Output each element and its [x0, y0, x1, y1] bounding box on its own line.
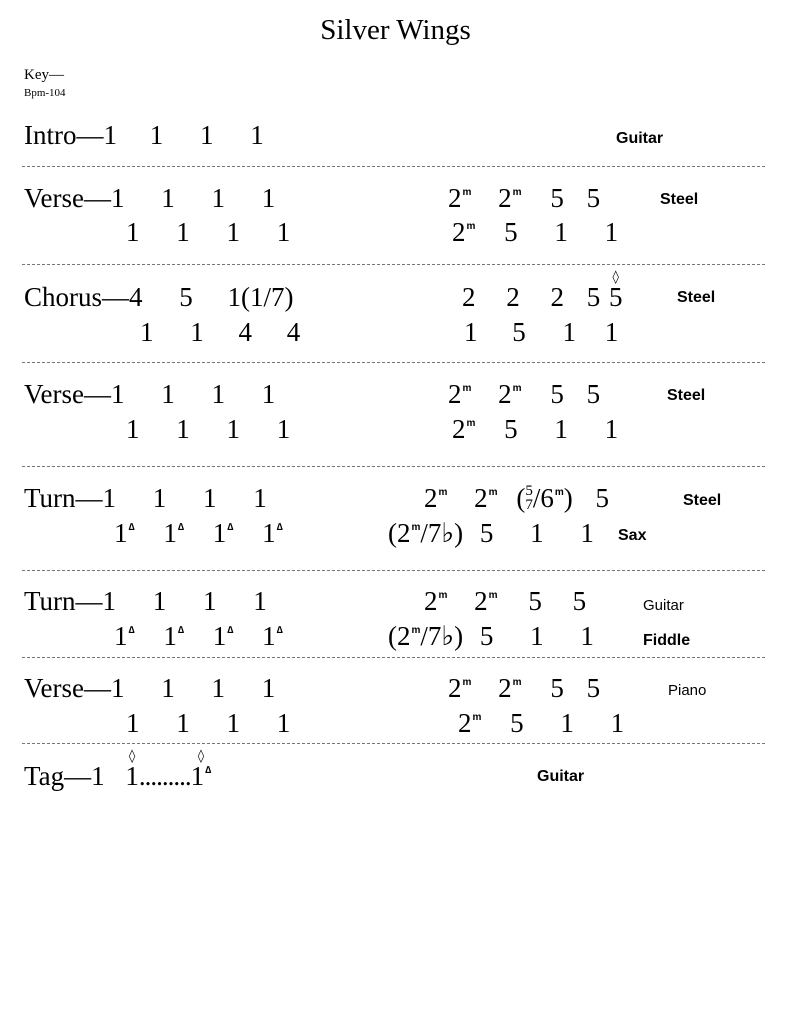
- chord-number: 1: [152, 586, 167, 616]
- chord-number: 2$^m$: [498, 183, 522, 213]
- turn-line-2-right: [388, 623, 594, 650]
- slash-chord: ( 5 7 /6$^m$): [516, 482, 573, 513]
- chord-number: 1: [464, 317, 478, 347]
- minor-mark: m: [462, 187, 472, 198]
- hold-dots: .........: [138, 761, 191, 791]
- chord-number: 1: [152, 483, 167, 513]
- chord-number: 5: [595, 483, 609, 513]
- bpm-label: Bpm-104: [24, 87, 66, 99]
- major-mark: ∆: [177, 625, 184, 636]
- chord-number: 2$^m$: [474, 586, 498, 616]
- minor-mark: m: [466, 418, 476, 429]
- turn-line-2-right: [388, 520, 594, 547]
- chord-number: 1: [610, 708, 625, 738]
- major-mark: ∆: [177, 522, 184, 533]
- instrument-label: Guitar: [537, 768, 585, 785]
- verse-line-1-right: [448, 381, 600, 408]
- chord-number: 1∆: [262, 518, 283, 548]
- chord-number: 1: [261, 673, 276, 703]
- turn-line-2: [114, 520, 283, 547]
- chord-number: ◊ 1: [125, 749, 139, 791]
- chord-number: 1∆: [114, 621, 135, 651]
- chord-number: 1: [580, 518, 594, 548]
- turn-line-1: [24, 485, 267, 512]
- chord-number: 1: [176, 708, 190, 738]
- chorus-line-2: [140, 319, 300, 346]
- chord-number: 1: [261, 379, 276, 409]
- instrument-label: Steel: [660, 191, 699, 208]
- chord-number: 1: [161, 183, 175, 213]
- minor-mark: m: [554, 487, 564, 498]
- chord-number: 1: [530, 518, 544, 548]
- verse-line-1-right: [448, 675, 600, 702]
- chord-number: 1: [226, 217, 240, 247]
- chord-number: 1: [560, 708, 574, 738]
- chord-number: 2$^m$: [452, 217, 476, 247]
- instrument-label: Steel: [677, 289, 716, 306]
- chord-number: 1: [126, 708, 140, 738]
- chord-number: 4: [129, 282, 143, 312]
- section-divider: [22, 570, 765, 571]
- verse-line-2: [126, 219, 290, 246]
- chord-number: 1(1/7): [227, 282, 294, 312]
- minor-mark: m: [472, 712, 482, 723]
- slash-chord: (2$^m$/7♭): [388, 518, 464, 548]
- chord-number: 1: [261, 183, 276, 213]
- chord-number: 1: [250, 120, 264, 150]
- minor-mark: m: [488, 590, 498, 601]
- chord-number: ◊ 5: [609, 270, 623, 312]
- chord-number: 1: [199, 120, 214, 150]
- chord-number: 5: [479, 518, 494, 548]
- minor-mark: m: [512, 383, 522, 394]
- section-label: Turn—: [24, 483, 103, 513]
- chord-number: 1: [211, 379, 225, 409]
- chord-number: 1: [604, 217, 619, 247]
- major-mark: ∆: [128, 522, 135, 533]
- chord-number: 1: [140, 317, 154, 347]
- chord-number: 2$^m$: [448, 673, 472, 703]
- chord-number: 1: [253, 586, 267, 616]
- minor-mark: m: [438, 487, 448, 498]
- minor-mark: m: [411, 522, 421, 533]
- chord-number: 1: [203, 586, 217, 616]
- verse-line-2: [126, 416, 290, 443]
- chord-number: 5: [479, 621, 494, 651]
- section-divider: [22, 466, 765, 467]
- minor-mark: m: [512, 677, 522, 688]
- chord-number: 2$^m$: [424, 483, 448, 513]
- chord-number: 1: [530, 621, 544, 651]
- chord-number: 1: [110, 379, 125, 409]
- instrument-label: Guitar: [616, 130, 664, 147]
- chord-number: 5: [550, 379, 564, 409]
- chord-number: 1: [562, 317, 576, 347]
- chord-number: 5: [550, 673, 564, 703]
- chorus-line-1-right: [462, 270, 623, 312]
- chord-number: 1: [226, 708, 240, 738]
- instrument-label: Fiddle: [643, 632, 691, 649]
- chord-number: 1: [226, 414, 240, 444]
- diamond-icon: ◊: [128, 749, 136, 764]
- slash-chord: (2$^m$/7♭): [388, 621, 464, 651]
- minor-mark: m: [488, 487, 498, 498]
- chord-number: 1: [126, 414, 140, 444]
- major-mark: ∆: [276, 522, 283, 533]
- chord-number: 5: [504, 414, 518, 444]
- chord-number: 1∆: [262, 621, 283, 651]
- chord-number: 1: [176, 414, 190, 444]
- chord-number: 4: [286, 317, 301, 347]
- chord-number: 1: [126, 217, 140, 247]
- chord-number: 1: [176, 217, 190, 247]
- instrument-label: Guitar: [643, 597, 684, 614]
- chord-number: 1: [211, 183, 225, 213]
- instrument-label: Steel: [683, 492, 722, 509]
- verse-line-2-right: [452, 219, 618, 246]
- intro-line: [24, 122, 264, 149]
- verse-line-1-right: [448, 185, 600, 212]
- section-label: Verse—: [24, 379, 111, 409]
- stacked-fraction: 5 7: [525, 482, 533, 513]
- major-mark: ∆: [128, 625, 135, 636]
- chord-number: 2$^m$: [458, 708, 482, 738]
- chord-number: 1: [190, 317, 204, 347]
- section-label: Verse—: [24, 673, 111, 703]
- chord-number: 5: [504, 217, 518, 247]
- chord-number: 2: [550, 282, 564, 312]
- major-mark: ∆: [276, 625, 283, 636]
- chord-number: 5: [179, 282, 193, 312]
- section-label: Turn—: [24, 586, 103, 616]
- chord-number: 1: [276, 217, 291, 247]
- chord-number: 4: [238, 317, 252, 347]
- turn-line-2: [114, 623, 283, 650]
- section-label: Chorus—: [24, 282, 130, 312]
- chord-number: 1: [604, 414, 619, 444]
- chord-number: 1: [604, 317, 619, 347]
- key-label: Key—: [24, 67, 64, 83]
- chord-number: 5: [586, 673, 601, 703]
- chord-number: 5: [528, 586, 542, 616]
- chord-number: 1: [103, 120, 117, 150]
- instrument-label: Piano: [668, 682, 707, 699]
- section-label: Verse—: [24, 183, 111, 213]
- turn-line-1-right: [424, 588, 586, 615]
- chord-number: 1: [110, 183, 125, 213]
- minor-mark: m: [438, 590, 448, 601]
- chord-number: 5: [586, 183, 601, 213]
- chord-number: 1: [276, 708, 291, 738]
- section-label: Intro—: [24, 120, 104, 150]
- chord-number: 2$^m$: [498, 379, 522, 409]
- chord-number: 1∆: [212, 518, 234, 548]
- chord-number: 2$^m$: [448, 379, 472, 409]
- turn-line-1-right: [424, 482, 609, 513]
- section-divider: [22, 166, 765, 167]
- chord-number: 2$^m$: [448, 183, 472, 213]
- minor-mark: m: [466, 221, 476, 232]
- verse-line-1: [24, 185, 275, 212]
- diamond-icon: ◊: [612, 270, 619, 285]
- major-mark: ∆: [227, 625, 234, 636]
- section-divider: [22, 657, 765, 658]
- verse-line-2: [126, 710, 290, 737]
- chord-number: 1: [102, 586, 117, 616]
- chord-number: 1∆: [212, 621, 234, 651]
- verse-line-2-right: [458, 710, 624, 737]
- chord-number: ◊ 1∆: [190, 749, 212, 791]
- chord-number: 2$^m$: [424, 586, 448, 616]
- major-mark: ∆: [205, 765, 212, 776]
- chord-number: 1: [102, 483, 117, 513]
- chord-number: 5: [586, 282, 601, 312]
- chord-number: 2: [506, 282, 520, 312]
- chord-number: 5: [550, 183, 564, 213]
- chord-number: 1∆: [163, 621, 184, 651]
- minor-mark: m: [512, 187, 522, 198]
- instrument-label: Sax: [618, 527, 647, 544]
- chord-number: 1: [554, 414, 568, 444]
- major-mark: ∆: [227, 522, 234, 533]
- diamond-icon: ◊: [197, 749, 205, 764]
- verse-line-1: [24, 381, 275, 408]
- verse-line-2-right: [452, 416, 618, 443]
- chord-number: 1: [554, 217, 568, 247]
- chord-number: 1: [276, 414, 291, 444]
- chord-number: 1∆: [114, 518, 135, 548]
- section-divider: [22, 264, 765, 265]
- section-divider: [22, 743, 765, 744]
- chord-number: 5: [572, 586, 587, 616]
- chord-number: 1: [253, 483, 267, 513]
- tag-line: [24, 749, 212, 791]
- chord-number: 1: [161, 379, 175, 409]
- verse-line-1: [24, 675, 275, 702]
- turn-line-1: [24, 588, 267, 615]
- minor-mark: m: [462, 383, 472, 394]
- chord-number: 1: [580, 621, 594, 651]
- page-title: Silver Wings: [320, 14, 471, 46]
- minor-mark: m: [462, 677, 472, 688]
- chorus-line-2-right: [464, 319, 618, 346]
- chord-number: 2: [462, 282, 476, 312]
- chord-number: 1: [91, 761, 105, 791]
- chord-number: 1∆: [163, 518, 184, 548]
- instrument-label: Steel: [667, 387, 706, 404]
- chord-number: 5: [512, 317, 526, 347]
- chord-number: 2$^m$: [452, 414, 476, 444]
- section-divider: [22, 362, 765, 363]
- chord-number: 2$^m$: [498, 673, 522, 703]
- chord-number: 1: [110, 673, 125, 703]
- chord-number: 1: [211, 673, 225, 703]
- chord-number: 1: [149, 120, 164, 150]
- chord-number: 5: [510, 708, 524, 738]
- chord-number: 5: [586, 379, 601, 409]
- chord-number: 1: [161, 673, 175, 703]
- chorus-line-1: [24, 284, 294, 311]
- chord-number: 2$^m$: [474, 483, 498, 513]
- minor-mark: m: [411, 625, 421, 636]
- section-label: Tag—: [24, 761, 92, 791]
- chord-number: 1: [203, 483, 217, 513]
